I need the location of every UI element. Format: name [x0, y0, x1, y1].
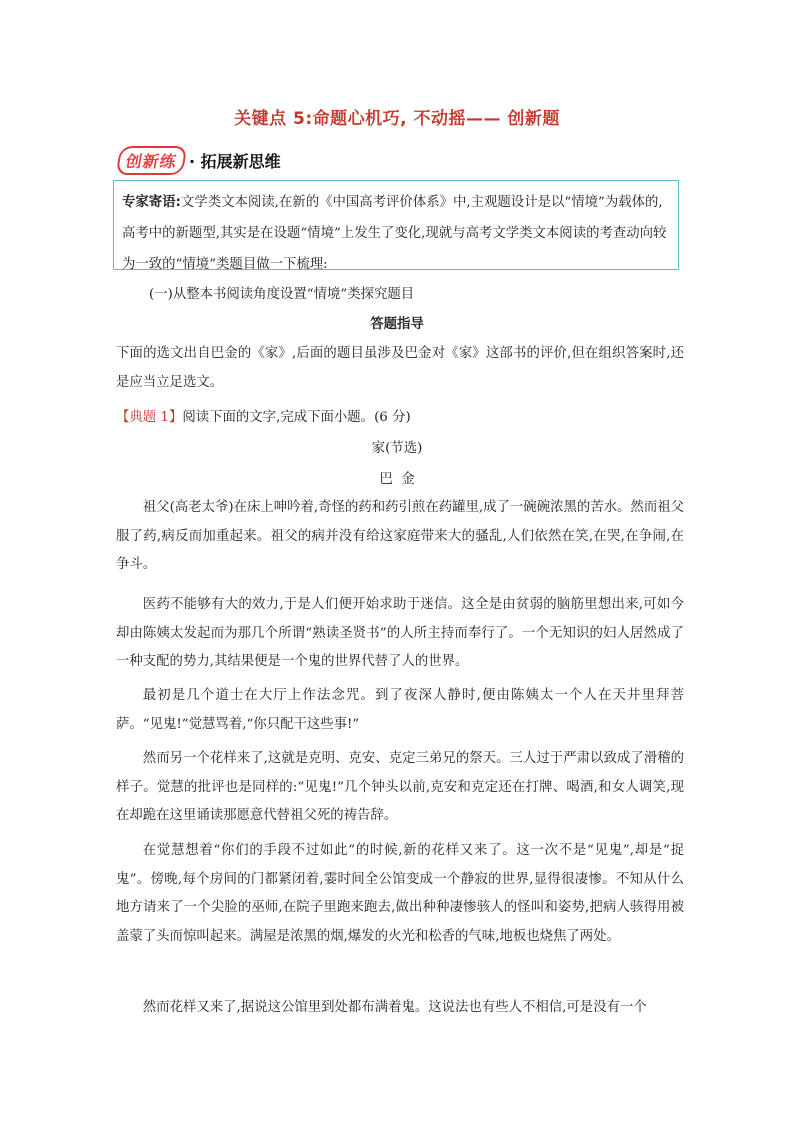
section-badge: 创新练: [115, 146, 187, 175]
example-line: [116, 406, 411, 425]
passage-author: 巴 金: [379, 472, 415, 487]
example-tag: 【典题 1】: [116, 410, 183, 425]
example-text: 阅读下面的文字,完成下面小题。(6 分): [182, 410, 411, 425]
section-badge-row: [118, 146, 281, 174]
passage-paragraph: 祖父(高老太爷)在床上呻吟着,奇怪的药和药引煎在药罐里,成了一碗碗浓黑的苦水。然而祖父服了药,病反而加重起来。祖父的病并没有给这家庭带来大的骚乱,人们依然在笑,在哭,在争闹,在争斗。: [116, 500, 684, 572]
guide-heading: 答题指导: [370, 317, 424, 332]
section-subtitle: · 拓展新思维: [189, 151, 281, 171]
passage-title: 家(节选): [371, 441, 423, 456]
subsection-heading: (一)从整本书阅读角度设置“情境”类探究题目: [149, 287, 415, 302]
passage-paragraph: 然而另一个花样来了,这就是克明、克安、克定三弟兄的祭天。三人过于严肃以致成了滑稽的样子。觉慧的批评也是同样的:“见鬼!”几个钟头以前,克安和克定还在打牌、喝酒,和女人调笑,现在却跪在这里诵读那愿意代替祖父死的祷告辞。: [116, 751, 684, 823]
passage-paragraph: 医药不能够有大的效力,于是人们便开始求助于迷信。这全是由贫弱的脑筋里想出来,可如今却由陈姨太发起而为那几个所谓“熟读圣贤书”的人所主持而奉行了。一个无知识的妇人居然成了一种支配的势力,其结果便是一个鬼的世界代替了人的世界。: [116, 597, 684, 669]
passage-paragraph: 在觉慧想着“你们的手段不过如此”的时候,新的花样又来了。这一次不是“见鬼”,却是“捉鬼”。傍晚,每个房间的门都紧闭着,霎时间全公馆变成一个静寂的世界,显得很凄惨。不知从什么地方请来了一个尖脸的巫师,在院子里跑来跑去,做出种种凄惨骇人的怪叫和姿势,把病人骇得用被盖蒙了头而惊叫起来。满屋是浓黑的烟,爆发的火光和松香的气味,地板也烧焦了两处。: [116, 843, 684, 944]
expert-note-label: 专家寄语:: [122, 195, 181, 210]
expert-note-text: 文学类文本阅读,在新的《中国高考评价体系》中,主观题设计是以“情境”为载体的,高考中的新题型,其实是在设题“情境”上发生了变化,现就与高考文学类文本阅读的考查动向较为一致的“情境”类题目做一下梳理:: [122, 195, 667, 272]
expert-note-box: [113, 180, 679, 270]
guide-text: 下面的选文出自巴金的《家》,后面的题目虽涉及巴金对《家》这部书的评价,但在组织答案时,还是应当立足选文。: [116, 346, 684, 390]
passage-paragraph: 然而花样又来了,据说这公馆里到处都布满着鬼。这说法也有些人不相信,可是没有一个: [142, 1000, 647, 1015]
passage-paragraph: 最初是几个道士在大厅上作法念咒。到了夜深人静时,便由陈姨太一个人在天井里拜菩萨。“见鬼!”觉慧骂着,“你只配干这些事!”: [116, 688, 684, 732]
page-title: 关键点 5:命题心机巧, 不动摇—— 创新题: [234, 109, 560, 129]
